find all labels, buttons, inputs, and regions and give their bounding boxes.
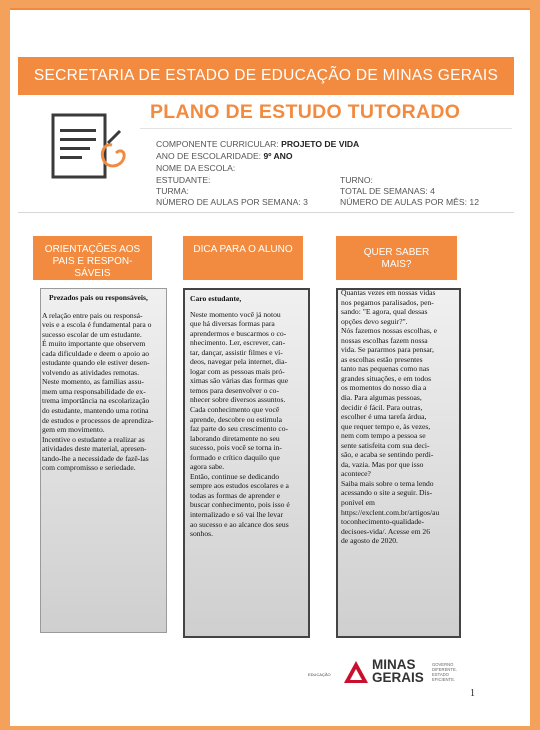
text-line: nhecer sobre diversos assuntos. bbox=[190, 395, 286, 405]
text-line: É muito importante que observem bbox=[42, 339, 146, 349]
ano-value: 9º ANO bbox=[263, 151, 293, 161]
text-line: nhecimento. Ler, escrever, can- bbox=[190, 338, 286, 348]
text-line: estudante quando ele estiver desen- bbox=[42, 358, 150, 368]
text-line: todas as formas de aprender e bbox=[190, 490, 281, 500]
left-lines bbox=[42, 311, 166, 473]
text-line: sente satisfeita com sua deci- bbox=[341, 440, 430, 450]
text-line: trema importância na escolarização bbox=[42, 396, 150, 406]
tab-line: ORIENTAÇÕES AOS bbox=[44, 244, 141, 255]
text-line: tar, dançar, assistir filmes e ví- bbox=[190, 347, 283, 357]
middle-lines bbox=[190, 310, 308, 539]
greeting-estudante: Caro estudante, bbox=[190, 294, 242, 303]
title-divider bbox=[140, 128, 512, 129]
greeting-pais: Prezados pais ou responsáveis, bbox=[49, 293, 148, 302]
banner-title: SECRETARIA DE ESTADO DE EDUCAÇÃO DE MINAS GERAIS bbox=[33, 67, 499, 84]
text-line: buscar conhecimento, pois isso é bbox=[190, 500, 290, 510]
page-title: PLANO DE ESTUDO TUTORADO bbox=[150, 101, 461, 123]
document-icon bbox=[50, 105, 134, 185]
turma-label: TURMA: bbox=[156, 186, 189, 196]
logo-name-line2: GERAIS bbox=[372, 670, 424, 685]
text-line: aprendermos e buscarmos o co- bbox=[190, 328, 287, 338]
text-line: dia. Para algumas pessoas, bbox=[341, 393, 422, 403]
tab-quer-saber bbox=[336, 236, 457, 280]
text-line: toconhecimento-qualidade- bbox=[341, 517, 425, 527]
tab-line: DICA PARA O ALUNO bbox=[193, 244, 293, 255]
minas-gerais-logo bbox=[343, 660, 369, 684]
text-line: Quantas vezes em nossas vidas bbox=[341, 288, 436, 297]
text-line: gem em movimento. bbox=[42, 425, 105, 435]
text-line: Incentive o estudante a realizar as bbox=[42, 434, 145, 444]
text-line: decidir é fácil. Para outras, bbox=[341, 402, 423, 412]
logo-name-line1: MINAS bbox=[372, 657, 416, 672]
text-line: opções devo seguir?". bbox=[341, 316, 408, 326]
tab-orientacoes bbox=[33, 236, 152, 280]
text-line: escolher é uma tarefa árdua, bbox=[341, 412, 427, 422]
text-line: sucesso, pois você se torna in- bbox=[190, 443, 282, 453]
logo-name bbox=[372, 658, 424, 684]
tab-line: QUER SABER bbox=[363, 247, 430, 258]
text-line: Nós fazemos nossas escolhas, e bbox=[341, 326, 437, 336]
top-rule bbox=[10, 8, 530, 10]
text-line: internalizado e só vai lhe levar bbox=[190, 510, 283, 520]
text-line: sando: "E agora, qual dessas bbox=[341, 307, 428, 317]
text-line: deos, navegar pela internet, dia- bbox=[190, 357, 287, 367]
text-line: acessando o site a seguir. Dis- bbox=[341, 488, 433, 498]
text-line: que há diversas formas para bbox=[190, 319, 275, 329]
aulas-por-semana: NÚMERO DE AULAS POR SEMANA: 3 bbox=[156, 197, 308, 207]
page-number: 1 bbox=[470, 688, 475, 699]
text-line: Saiba mais sobre o tema lendo bbox=[341, 478, 434, 488]
text-line: vida. Se pararmos para pensar, bbox=[341, 345, 434, 355]
text-line: sonhos. bbox=[190, 529, 213, 539]
text-line: volvendo as atividades remotas. bbox=[42, 367, 140, 377]
text-line: grandes situações, e em todos bbox=[341, 373, 432, 383]
componente-row bbox=[156, 139, 359, 149]
text-line: cada dificuldade e deem o apoio ao bbox=[42, 348, 150, 358]
componente-value: PROJETO DE VIDA bbox=[281, 139, 360, 149]
ano-row bbox=[156, 151, 293, 161]
text-line: nossas escolhas fazem nossa bbox=[341, 335, 428, 345]
text-line: laborando diretamente no seu bbox=[190, 433, 280, 443]
text-line: logar com as pessoas mais pró- bbox=[190, 366, 285, 376]
text-line: ao sucesso e ao alcance dos seus bbox=[190, 519, 289, 529]
text-line: da, vazia. Mas por que isso bbox=[341, 459, 424, 469]
tab-line: PAIS E RESPON- bbox=[52, 256, 133, 267]
logo-small-text: EDUCAÇÃO bbox=[308, 672, 331, 677]
text-line: decisoes-vida/. Acesse em 26 bbox=[341, 526, 430, 536]
text-line: mem uma responsabilidade de ex- bbox=[42, 386, 146, 396]
tab-line: SÁVEIS bbox=[74, 268, 111, 279]
estudante-label: ESTUDANTE: bbox=[156, 175, 211, 185]
right-lines bbox=[341, 288, 459, 546]
text-line: de estudos e processos de aprendiza- bbox=[42, 415, 154, 425]
text-line: são, e acaba se sentindo perdi- bbox=[341, 450, 434, 460]
text-line: atividades deste material, apresen- bbox=[42, 444, 147, 454]
text-line: nem com tempo a pessoa se bbox=[341, 431, 426, 441]
text-line: Então, continue se dedicando bbox=[190, 471, 279, 481]
text-line: de agosto de 2020. bbox=[341, 536, 398, 546]
tab-line: MAIS? bbox=[381, 259, 412, 270]
text-line: nos pegamos paralisados, pen- bbox=[341, 297, 434, 307]
text-line: tando-lhe a necessidade de fazê-las bbox=[42, 453, 149, 463]
text-line: os momentos do nosso dia a bbox=[341, 383, 427, 393]
escola-label: NOME DA ESCOLA: bbox=[156, 163, 236, 173]
text-line: do estudante, mantendo uma rotina bbox=[42, 406, 149, 416]
text-line: com compromisso e seriedade. bbox=[42, 463, 136, 473]
text-line: Cada conhecimento que você bbox=[190, 405, 280, 415]
turno-label: TURNO: bbox=[340, 175, 373, 185]
text-line: veis e a escola é fundamental para o bbox=[42, 320, 152, 330]
text-line: ponível em bbox=[341, 498, 375, 508]
text-line: sucesso escolar de um estudante. bbox=[42, 329, 142, 339]
text-dica bbox=[190, 294, 308, 539]
text-line: formado e crítico daquilo que bbox=[190, 452, 280, 462]
text-line: Neste momento, as famílias assu- bbox=[42, 377, 144, 387]
text-quer-saber bbox=[341, 288, 459, 546]
text-line: tanto nas pequenas como nas bbox=[341, 364, 430, 374]
tab-dica bbox=[183, 236, 303, 280]
text-line: Neste momento você já notou bbox=[190, 309, 281, 319]
logo-tagline: GOVERNO DIFERENTE. ESTADO EFICIENTE. bbox=[432, 662, 457, 682]
text-line: temos para desenvolver o co- bbox=[190, 385, 279, 395]
text-line: sempre aos estudos escolares e a bbox=[190, 481, 289, 491]
componente-label: COMPONENTE CURRICULAR: bbox=[156, 139, 279, 149]
banner bbox=[18, 57, 514, 95]
text-line: aprende, descobre ou estimula bbox=[190, 414, 282, 424]
aulas-por-mes: NÚMERO DE AULAS POR MÊS: 12 bbox=[340, 197, 479, 207]
text-line: as escolhas estão presentes bbox=[341, 354, 423, 364]
text-line: agora sabe. bbox=[190, 462, 225, 472]
text-line: acontece? bbox=[341, 469, 371, 479]
text-line: faz parte do seu crescimento co- bbox=[190, 424, 289, 434]
text-line: que requer tempo e, às vezes, bbox=[341, 421, 431, 431]
total-semanas: TOTAL DE SEMANAS: 4 bbox=[340, 186, 435, 196]
text-line: A relação entre pais ou responsá- bbox=[42, 310, 143, 320]
text-orientacoes bbox=[42, 293, 166, 473]
text-line: ximas são várias das formas que bbox=[190, 376, 289, 386]
ano-label: ANO DE ESCOLARIDADE: bbox=[156, 151, 262, 161]
text-line: https://exclent.com.br/artigos/au bbox=[341, 507, 440, 517]
